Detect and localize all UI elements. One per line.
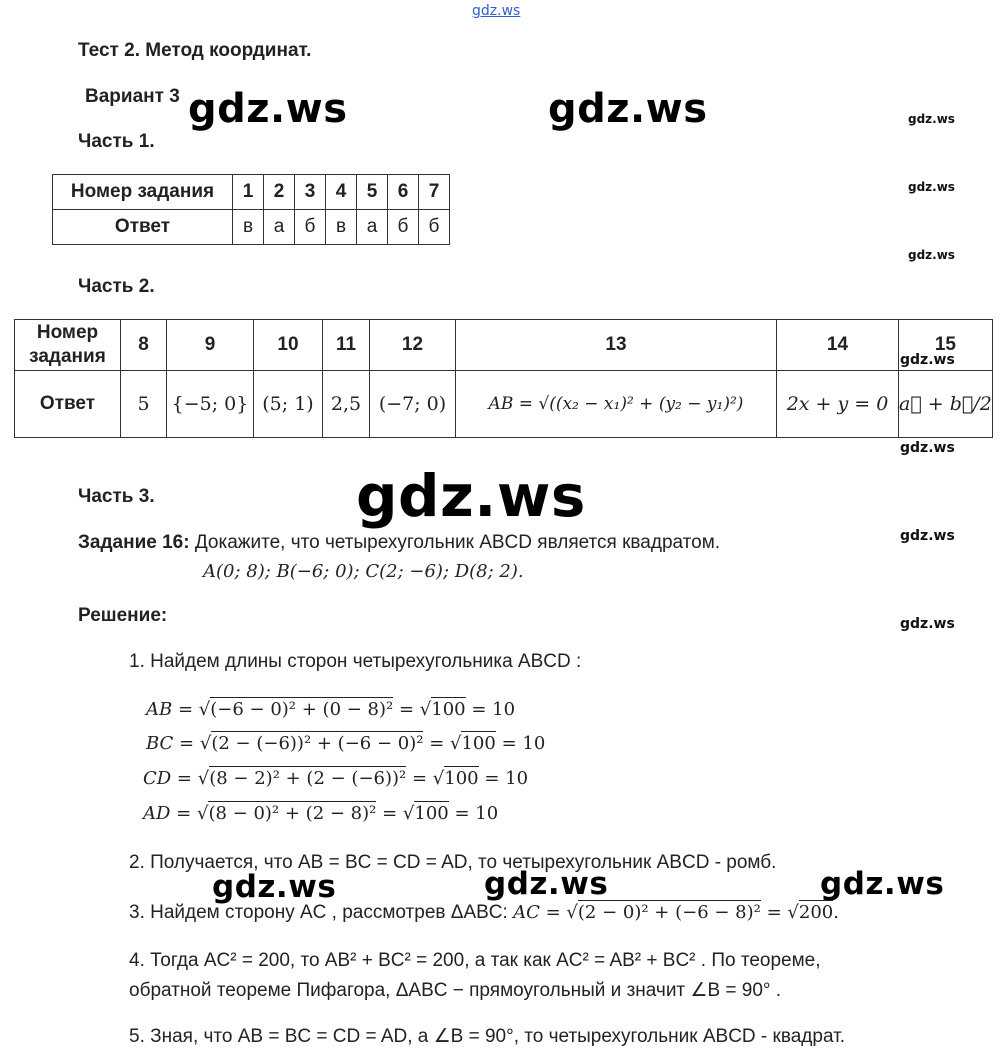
table-header-cell: Ответ [53, 210, 233, 245]
variant-label: Вариант 3 [85, 86, 180, 107]
page-title: Тест 2. Метод координат. [78, 40, 312, 61]
equation-bc: BC = √(2 − (−6))² + (−6 − 0)² = √100 = 10 [146, 733, 546, 754]
step3-equation: AC = √(2 − 0)² + (−6 − 8)² = √200. [513, 902, 839, 923]
solution-step-1: 1. Найдем длины сторон четырехугольника ABCD : [129, 651, 582, 672]
solution-step-3 [129, 902, 839, 924]
watermark-small: gdz.ws [908, 112, 955, 126]
table-cell: 7 [419, 175, 450, 210]
table-cell: AB = √((x₂ − x₁)² + (y₂ − y₁)²) [456, 371, 777, 438]
eq-equals: = [393, 699, 420, 720]
table-cell: 9 [167, 320, 254, 371]
eq-result: = 10 [448, 803, 499, 824]
table-cell: 10 [254, 320, 323, 371]
table-cell: (−7; 0) [370, 371, 456, 438]
eq-radicand: (−6 − 0)² + (0 − 8)² [210, 699, 394, 720]
table-cell: 2 [264, 175, 295, 210]
watermark-big: gdz.ws [484, 866, 609, 902]
table-header-cell: Номер задания [53, 175, 233, 210]
task16-points: A(0; 8); B(−6; 0); C(2; −6); D(8; 2). [203, 561, 524, 582]
table-cell: (5; 1) [254, 371, 323, 438]
task16-statement [78, 532, 720, 554]
eq-lhs: CD = [143, 768, 198, 789]
solution-step-4-line2: обратной теореме Пифагора, ΔABC − прямоугольный и значит ∠B = 90° . [129, 980, 782, 1001]
watermark-small: gdz.ws [908, 180, 955, 194]
task16-label: Задание 16: [78, 532, 190, 553]
eq-radicand: (8 − 0)² + (2 − 8)² [208, 803, 377, 824]
eq-result: . [833, 902, 839, 923]
watermark-small: gdz.ws [900, 528, 955, 544]
table-cell: 13 [456, 320, 777, 371]
table-cell: 12 [370, 320, 456, 371]
table-cell: 5 [121, 371, 167, 438]
solution-step-2: 2. Получается, что AB = BC = CD = AD, то четырехугольник ABCD - ромб. [129, 852, 777, 873]
eq-lhs: AB = [146, 699, 199, 720]
table-cell: 6 [388, 175, 419, 210]
watermark-big: gdz.ws [548, 86, 708, 132]
watermark-big: gdz.ws [820, 866, 945, 902]
table-cell: 4 [326, 175, 357, 210]
watermark-small: gdz.ws [900, 616, 955, 632]
table-cell: в [233, 210, 264, 245]
eq-radicand: 100 [444, 768, 479, 789]
eq-radicand: (2 − 0)² + (−6 − 8)² [577, 902, 761, 923]
table-cell: 11 [323, 320, 370, 371]
table-cell: 2x + y = 0 [777, 371, 899, 438]
table-header-cell: Ответ [15, 371, 121, 438]
eq-equals: = [376, 803, 403, 824]
eq-lhs: AD = [143, 803, 197, 824]
table-cell: б [388, 210, 419, 245]
table-cell: 3 [295, 175, 326, 210]
watermark-big: gdz.ws [356, 462, 586, 530]
table-cell: а [264, 210, 295, 245]
eq-result: = 10 [478, 768, 529, 789]
table-cell: а [357, 210, 388, 245]
table-row [15, 320, 993, 371]
solution-step-4-line1: 4. Тогда AC² = 200, то AB² + BC² = 200, а так как AC² = AB² + BC² . По теореме, [129, 950, 821, 971]
table-cell: 1 [233, 175, 264, 210]
table-cell: в [326, 210, 357, 245]
eq-radicand: (2 − (−6))² + (−6 − 0)² [211, 733, 424, 754]
table-cell: б [419, 210, 450, 245]
part2-answer-table [14, 319, 993, 438]
eq-lhs: BC = [146, 733, 200, 754]
equation-ad: AD = √(8 − 0)² + (2 − 8)² = √100 = 10 [143, 803, 499, 824]
part1-heading: Часть 1. [78, 131, 155, 152]
equation-cd: CD = √(8 − 2)² + (2 − (−6))² = √100 = 10 [143, 768, 529, 789]
eq-radicand: 100 [461, 733, 496, 754]
table-cell: 5 [357, 175, 388, 210]
part1-answer-table [52, 174, 450, 245]
step3-text: 3. Найдем сторону AC , рассмотрев ΔABC: [129, 902, 508, 923]
table-cell: 2,5 [323, 371, 370, 438]
eq-equals: = [406, 768, 433, 789]
watermark-small: gdz.ws [900, 352, 955, 368]
part3-heading: Часть 3. [78, 486, 155, 507]
watermark-small: gdz.ws [900, 440, 955, 456]
eq-radicand: 100 [414, 803, 449, 824]
eq-result: = 10 [465, 699, 516, 720]
eq-radicand: (8 − 2)² + (2 − (−6))² [209, 768, 407, 789]
table-cell: 15 [899, 320, 993, 371]
solution-heading: Решение: [78, 605, 168, 626]
watermark-big: gdz.ws [188, 86, 348, 132]
eq-result: = 10 [495, 733, 546, 754]
eq-equals: = [423, 733, 450, 754]
eq-equals: = [760, 902, 788, 923]
table-header-cell: Номер задания [15, 320, 121, 371]
watermark-small: gdz.ws [908, 248, 955, 262]
table-cell: 14 [777, 320, 899, 371]
task16-text: Докажите, что четырехугольник ABCD является квадратом. [194, 532, 721, 553]
part2-heading: Часть 2. [78, 276, 155, 297]
watermark-top-link: gdz.ws [472, 3, 521, 19]
table-row [15, 371, 993, 438]
table-cell: {−5; 0} [167, 371, 254, 438]
solution-step-5: 5. Зная, что AB = BC = CD = AD, а ∠B = 90°, то четырехугольник ABCD - квадрат. [129, 1026, 845, 1047]
table-cell: б [295, 210, 326, 245]
equation-ab: AB = √(−6 − 0)² + (0 − 8)² = √100 = 10 [146, 699, 516, 720]
eq-lhs: AC = [513, 902, 567, 923]
eq-radicand: 100 [431, 699, 466, 720]
table-cell: a⃗ + b⃗/2 [899, 371, 993, 438]
table-cell: 8 [121, 320, 167, 371]
table-row [53, 210, 450, 245]
table-row [53, 175, 450, 210]
eq-radicand: 200 [798, 902, 834, 923]
watermark-big: gdz.ws [212, 869, 337, 905]
